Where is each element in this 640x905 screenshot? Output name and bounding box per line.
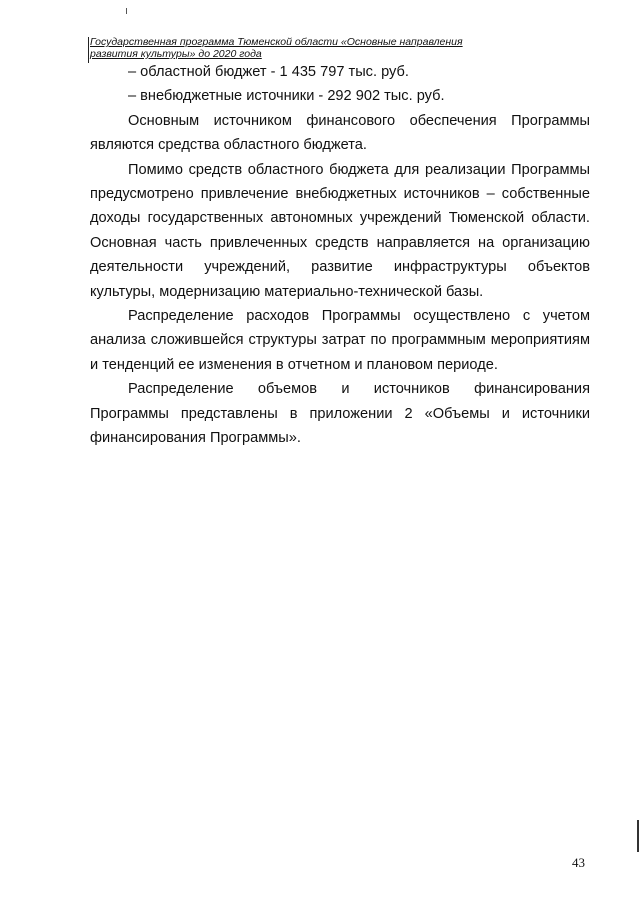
paragraph-extrabudgetary-sources: Помимо средств областного бюджета для реализации Программы предусмотрено привлечение внебюджетных источников – собственные доходы государственных автономных учреждений Тюменской области. Основная часть привлеченных средств направляется на организацию деятельности учреждений, развитие инфраструктуры объектов культуры, модернизацию материально-технической базы. <box>90 161 590 300</box>
running-header-line-2: развития культуры» до 2020 года <box>90 48 262 60</box>
paragraph-expense-distribution: Распределение расходов Программы осуществлено с учетом анализа сложившейся структуры затрат по программным мероприятиям и тенденций ее изменения в отчетном и плановом периоде. <box>90 308 590 373</box>
running-header-line-1: Государственная программа Тюменской области «Основные направления <box>90 36 463 48</box>
page-number: 43 <box>572 855 585 870</box>
body-text <box>90 60 590 451</box>
scan-artifact-top <box>126 8 127 14</box>
scan-artifact-right-edge <box>637 820 639 852</box>
budget-line-extrabudgetary: – внебюджетные источники - 292 902 тыс. руб. <box>128 88 445 105</box>
running-header <box>90 36 463 60</box>
header-margin-bar <box>88 37 89 63</box>
budget-line-regional: – областной бюджет - 1 435 797 тыс. руб. <box>128 64 409 80</box>
paragraph-appendix-reference: Распределение объемов и источников финансирования Программы представлены в приложении 2 «Объемы и источники финансирования Программы». <box>90 381 590 447</box>
paragraph-main-source: Основным источником финансового обеспечения Программы являются средства областного бюджета. <box>90 112 590 154</box>
